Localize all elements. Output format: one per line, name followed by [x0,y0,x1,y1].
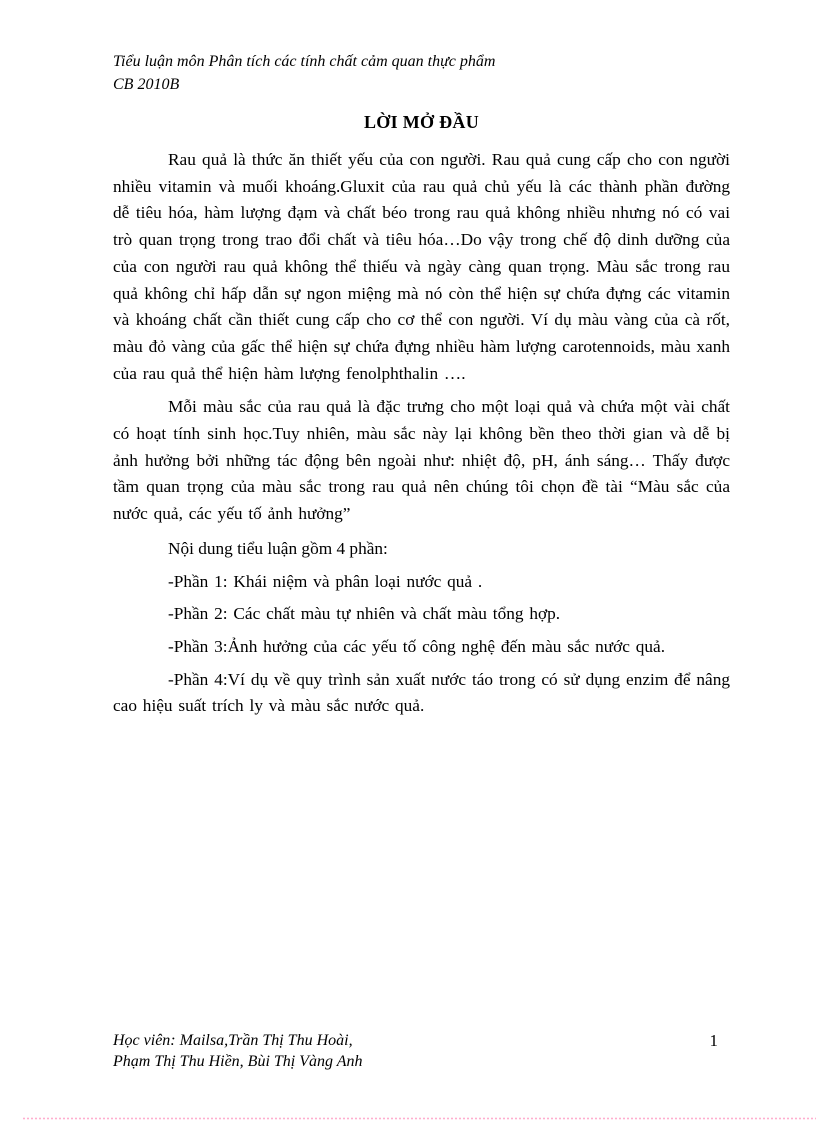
page-number: 1 [709,1031,718,1050]
page-header [113,50,730,96]
paragraph-intro-fruits: Rau quả là thức ăn thiết yếu của con người. Rau quả cung cấp cho con người nhiều vitamin và muối khoáng.Gluxit của rau quả chủ yếu là các thành phần đường dễ tiêu hóa, hàm lượng đạm và chất béo trong rau quả không nhiều nhưng nó có vai trò quan trọng trong trao đổi chất và tiêu hóa…Do vậy trong chế độ dinh dưỡng của của con người rau quả không thể thiếu và ngày càng quan trọng. Màu sắc trong rau quả không chỉ hấp dẫn sự ngon miệng mà nó còn thể hiện sự chứa đựng các vitamin và khoáng chất cần thiết cung cấp cho cơ thể con người. Ví dụ màu vàng của cà rốt, màu đỏ vàng của gấc thể hiện sự chứa đựng nhiều hàm lượng carotennoids, màu xanh của rau quả thể hiện hàm lượng fenolphthalin …. [113,150,730,383]
paragraph-color-topic: Mỗi màu sắc của rau quả là đặc trưng cho một loại quả và chứa một vài chất có hoạt tính sinh học.Tuy nhiên, màu sắc này lại không bền theo thời gian và dễ bị ảnh hưởng bởi những tác động bên ngoài như: nhiệt độ, pH, ánh sáng… Thấy được tầm quan trọng của màu sắc trong rau quả nên chúng tôi chọn đề tài “Màu sắc của nước quả, các yếu tố ảnh hưởng” [113,397,730,524]
document-title: LỜI MỞ ĐẦU [364,112,479,132]
footer-student-names [113,1030,363,1072]
outline-item-part2: -Phần 2: Các chất màu tự nhiên và chất màu tổng hợp. [168,604,561,624]
page-footer [113,1030,730,1072]
page-content [113,50,730,726]
page-boundary-dotted-line [22,1117,816,1120]
outline-item-part4: -Phần 4:Ví dụ về quy trình sản xuất nước táo trong có sử dụng enzim để nâng cao hiệu suất trích ly và màu sắc nước quả. [113,669,730,716]
header-class-code: CB 2010B [113,76,180,93]
outline-item-part1: -Phần 1: Khái niệm và phân loại nước quả . [168,571,483,591]
outline-intro-line: Nội dung tiểu luận gồm 4 phần: [168,538,388,558]
outline-item-part3: -Phần 3:Ảnh hưởng của các yếu tố công nghệ đến màu sắc nước quả. [168,636,666,656]
footer-students-line2: Phạm Thị Thu Hiền, Bùi Thị Vàng Anh [113,1053,363,1070]
footer-students-line1: Học viên: Mailsa,Trần Thị Thu Hoài, [113,1032,353,1049]
header-course-title: Tiểu luận môn Phân tích các tính chất cảm quan thực phẩm [113,53,496,70]
